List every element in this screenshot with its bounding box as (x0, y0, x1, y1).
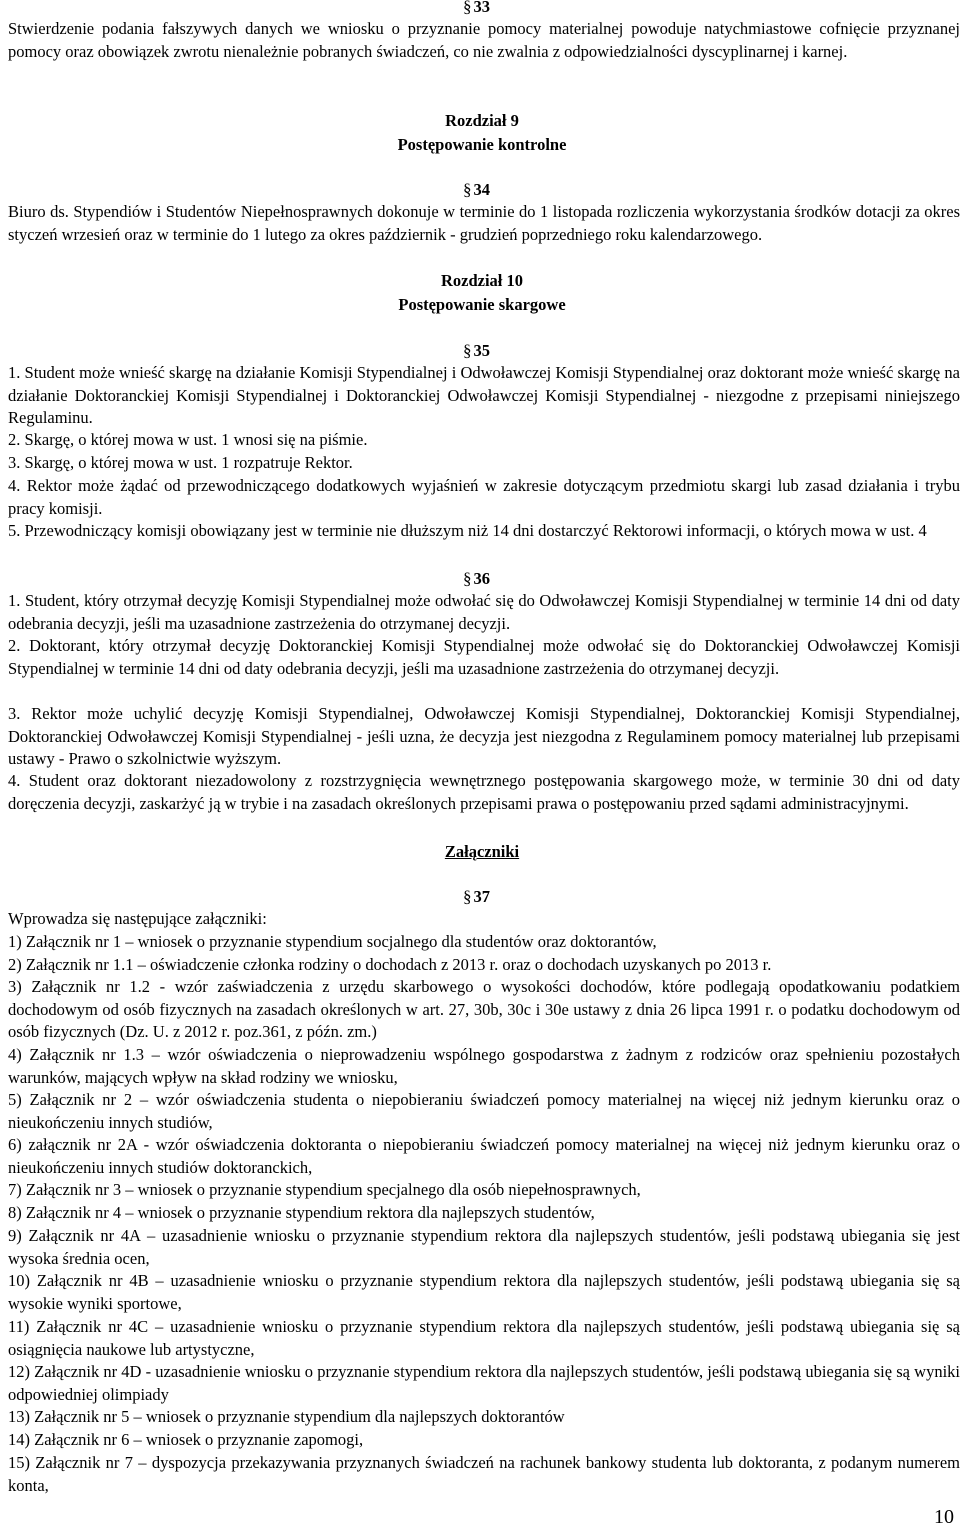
section-34-text: Biuro ds. Stypendiów i Studentów Niepełnosprawnych dokonuje w terminie do 1 listopada rozliczenia wykorzystania środków dotacji za okres styczeń wrzesień oraz w terminie do 1 lutego za okres październik - grudzień poprzedniego roku kalendarzowego. (8, 202, 960, 244)
section-35-paragraph-3: 3. Skargę, o której mowa w ust. 1 rozpatruje Rektor. (8, 453, 353, 472)
annex-list-item: 2) Załącznik nr 1.1 – oświadczenie członka rodziny o dochodach z 2013 r. oraz o dochodach uzyskanych po 2013 r. (8, 955, 772, 974)
section-35-paragraph-2: 2. Skargę, o której mowa w ust. 1 wnosi się na piśmie. (8, 430, 368, 449)
annex-list-item: 1) Załącznik nr 1 – wniosek o przyznanie stypendium socjalnego dla studentów oraz doktorantów, (8, 932, 657, 951)
section-35-paragraph-1: 1. Student może wnieść skargę na działanie Komisji Stypendialnej i Odwoławczej Komisji Stypendialnej oraz doktorant może wnieść skargę na działanie Doktoranckiej Komisji Stypendialnej i Doktoranckiej Odwoławczej Komisji Stypendialnej - niezgodne z przepisami niniejszego Regulaminu. (8, 363, 960, 427)
annex-list-item: 15) Załącznik nr 7 – dyspozycja przekazywania przyznanych świadczeń na rachunek bankowy studenta lub doktoranta, z podanym numerem konta, (8, 1453, 960, 1495)
annex-list-item: 13) Załącznik nr 5 – wniosek o przyznanie stypendium dla najlepszych doktorantów (8, 1407, 565, 1426)
annex-list-item: 3) Załącznik nr 1.2 - wzór zaświadczenia z urzędu skarbowego o wysokości dochodów, które podlegają opodatkowaniu podatkiem dochodowym od osób fizycznych na zasadach określonych w art. 27, 30b, 30c i 30e ustawy z dnia 26 lipca 1991 r. o podatku dochodowym od osób fizycznych (Dz. U. z 2012 r. poz.361, z późn. zm.) (8, 977, 960, 1041)
annex-list-item: 12) Załącznik nr 4D - uzasadnienie wniosku o przyznanie stypendium rektora dla najlepszych studentów, jeśli podstawą ubiegania się są wyniki odpowiedniej olimpiady (8, 1362, 960, 1404)
annex-list-item: 4) Załącznik nr 1.3 – wzór oświadczenia o nieprowadzeniu wspólnego gospodarstwa z żadnym z rodziców oraz spełnieniu pozostałych warunków, mających wpływ na skład rodziny we wniosku, (8, 1045, 960, 1087)
annex-list-item: 7) Załącznik nr 3 – wniosek o przyznanie stypendium specjalnego dla osób niepełnosprawnych, (8, 1180, 641, 1199)
section-sign: § (463, 0, 472, 16)
section-36-paragraph-3: 3. Rektor może uchylić decyzję Komisji Stypendialnej, Odwoławczej Komisji Stypendialnej, Doktoranckiej Komisji Stypendialnej, Doktoranckiej Odwoławczej Komisji Stypendialnej - jeśli uzna, że decyzja jest niezgodna z Regulaminem pomocy materialnej lub przepisami ustawy - Prawo o szkolnictwie wyższym. (8, 704, 960, 768)
section-sign: § (463, 180, 472, 199)
section-33-text: Stwierdzenie podania fałszywych danych we wniosku o przyznanie pomocy materialnej powoduje natychmiastowe cofnięcie przyznanej pomocy oraz obowiązek zwrotu nienależnie pobranych świadczeń, co nie zwalnia z odpowiedzialności dyscyplinarnej i karnej. (8, 19, 960, 61)
section-34-heading: § 34 (463, 180, 490, 199)
section-36-heading: § 36 (463, 569, 490, 588)
annex-list-item: 10) Załącznik nr 4B – uzasadnienie wniosku o przyznanie stypendium rektora dla najlepszych studentów, jeśli podstawą ubiegania się są wysokie wyniki sportowe, (8, 1271, 960, 1313)
section-sign: § (463, 341, 472, 360)
section-36-paragraph-4: 4. Student oraz doktorant niezadowolony z rozstrzygnięcia wewnętrznego postępowania skargowego może, w terminie 30 dni od daty doręczenia decyzji, zaskarżyć ją w trybie i na zasadach określonych przepisami prawa o postępowaniu przed sądami administracyjnymi. (8, 771, 960, 813)
chapter-9-title: Rozdział 9 (445, 111, 519, 130)
chapter-9-subtitle: Postępowanie kontrolne (397, 135, 567, 154)
section-sign: § (463, 887, 472, 906)
section-36-paragraph-1: 1. Student, który otrzymał decyzję Komisji Stypendialnej może odwołać się do Odwoławczej Komisji Stypendialnej w terminie 14 dni od daty odebrania decyzji, jeśli ma uzasadnione zastrzeżenia do otrzymanej decyzji. (8, 591, 960, 633)
section-37-intro: Wprowadza się następujące załączniki: (8, 909, 267, 928)
annex-list-item: 14) Załącznik nr 6 – wniosek o przyznanie zapomogi, (8, 1430, 364, 1449)
annex-list-item: 11) Załącznik nr 4C – uzasadnienie wniosku o przyznanie stypendium rektora dla najlepszych studentów, jeśli podstawą ubiegania się są osiągnięcia naukowe lub artystyczne, (8, 1317, 960, 1359)
chapter-10-title: Rozdział 10 (440, 271, 524, 290)
section-37-heading: § 37 (463, 887, 490, 906)
annex-list-item: 9) Załącznik nr 4A – uzasadnienie wniosku o przyznanie stypendium rektora dla najlepszych studentów, jeśli podstawą ubiegania się jest wysoka średnia ocen, (8, 1226, 960, 1268)
section-33-heading: § 33 (463, 0, 490, 18)
annex-list-item: 5) Załącznik nr 2 – wzór oświadczenia studenta o niepobieraniu świadczeń pomocy materialnej na więcej niż jednym kierunku oraz o nieukończeniu innych studiów, (8, 1090, 960, 1132)
annex-list-item: 8) Załącznik nr 4 – wniosek o przyznanie stypendium rektora dla najlepszych studentów, (8, 1203, 595, 1222)
section-35-heading: § 35 (463, 341, 490, 360)
annex-title: Załączniki (444, 842, 520, 861)
annex-list-item: 6) załącznik nr 2A - wzór oświadczenia doktoranta o niepobieraniu świadczeń pomocy materialnej na więcej niż jednym kierunku oraz o nieukończeniu innych studiów doktoranckich, (8, 1135, 960, 1177)
section-35-paragraph-4: 4. Rektor może żądać od przewodniczącego dodatkowych wyjaśnień w zakresie dotyczącym przedmiotu skargi lub zasad działania i trybu pracy komisji. (8, 476, 960, 518)
chapter-10-subtitle: Postępowanie skargowe (398, 295, 566, 314)
section-sign: § (463, 569, 472, 588)
section-36-paragraph-2: 2. Doktorant, który otrzymał decyzję Doktoranckiej Komisji Stypendialnej może odwołać się do Doktoranckiej Odwoławczej Komisji Stypendialnej w terminie 14 dni od daty odebrania decyzji, jeśli ma uzasadnione zastrzeżenia do otrzymanej decyzji. (8, 636, 960, 678)
section-35-paragraph-5: 5. Przewodniczący komisji obowiązany jest w terminie nie dłuższym niż 14 dni dostarczyć Rektorowi informacji, o których mowa w ust. 4 (8, 521, 927, 540)
page-number: 10 (934, 1506, 954, 1528)
